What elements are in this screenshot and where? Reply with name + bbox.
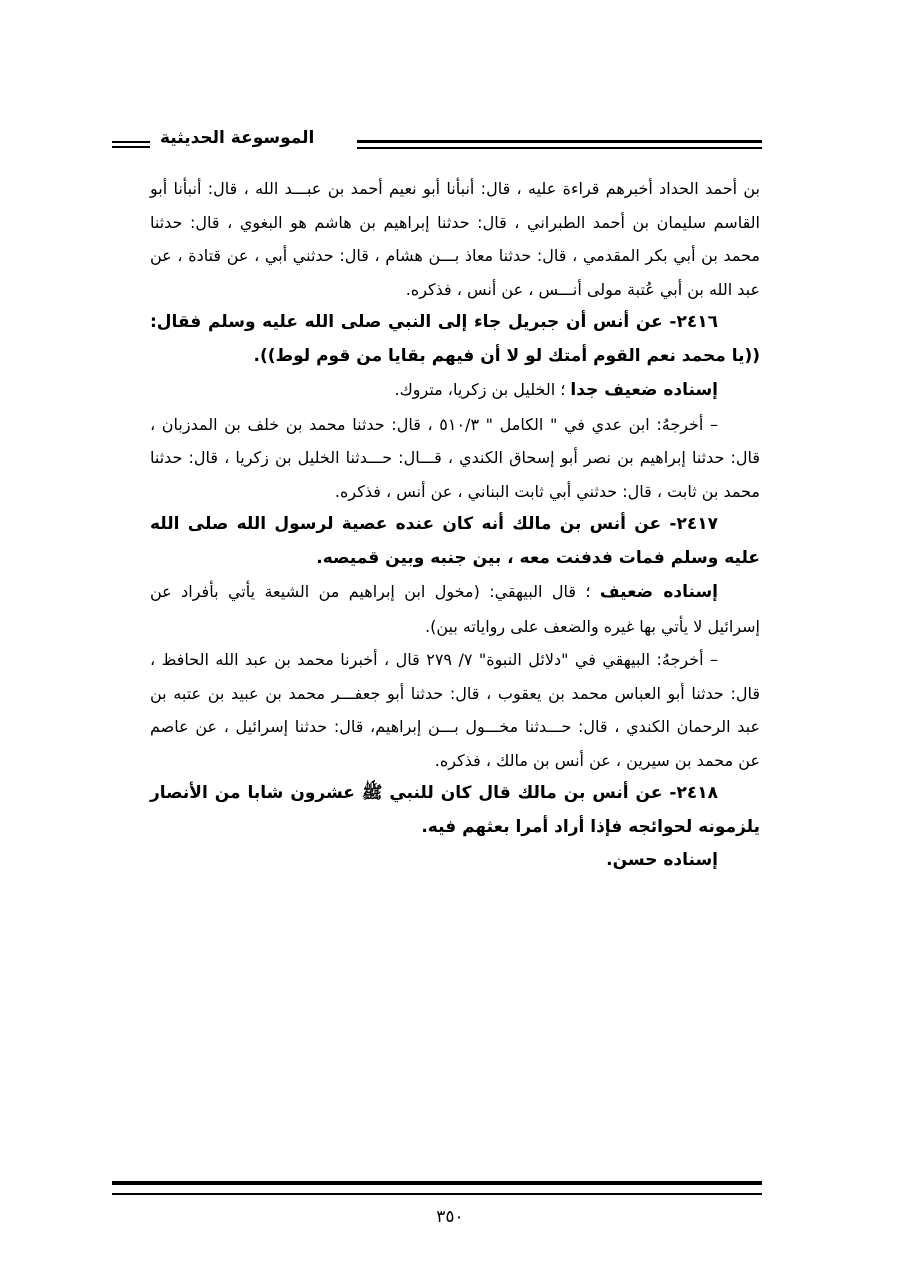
isnad-2417 (150, 575, 760, 643)
isnad-note: ؛ قال البيهقي: (مخول ابن إبراهيم من الشيعة يأتي بأفراد عن إسرائيل لا يأتي بها غيره والضعف على رواياته بين). (150, 582, 760, 636)
isnad-note: ؛ الخليل بن زكريا، متروك. (394, 380, 571, 399)
footer-rule (112, 1181, 762, 1195)
isnad-2418: إسناده حسن. (606, 850, 718, 870)
running-title: الموسوعة الحديثية (160, 128, 315, 148)
isnad-grade: إسناده ضعيف (599, 582, 718, 602)
header-rule-right (357, 140, 762, 149)
takhrij-2417: – أخرجهُ: البيهقي في "دلائل النبوة" ٧/ ٢٧٩ قال ، أخبرنا محمد بن عبد الله الحافظ ، قال: حدثنا أبو العباس محمد بن يعقوب ، قال: حدثنا أبو جعفـــر محمد بن عبيد بن عتبه بن عبد الرحمان الكندي ، قال: حـــدثنا مخـــول بـــن إبراهيم، قال: حدثنا إسرائيل ، عن عاصم عن محمد بن سيرين ، عن أنس بن مالك ، فذكره. (150, 650, 760, 770)
page-number: ٣٥٠ (436, 1207, 464, 1227)
isnad-grade: إسناده ضعيف جدا (570, 380, 718, 400)
isnad-2416 (150, 373, 760, 408)
page-header (112, 128, 762, 158)
page-body (150, 172, 760, 878)
takhrij-2416: – أخرجهُ: ابن عدي في " الكامل " ٥١٠/٣ ، قال: حدثنا محمد بن خلف بن المدزبان ، قال: حدثنا إبراهيم بن نصر أبو إسحاق الكندي ، قـــال: حـــدثنا الخليل بن زكريا ، قال: حدثنا محمد بن ثابت ، قال: حدثني أبي ثابت البناني ، عن أنس ، فذكره. (150, 414, 760, 501)
hadith-2418: ٢٤١٨- عن أنس بن مالك قال كان للنبي ﷺ عشرون شابا من الأنصار يلزمونه لحوائجه فإذا أراد أمرا بعثهم فيه. (150, 783, 760, 837)
paragraph-continuation: بن أحمد الحداد أخبرهم قراءة عليه ، قال: أنبأنا أبو نعيم أحمد بن عبـــد الله ، قال: أنبأنا أبو القاسم سليمان بن أحمد الطبراني ، قال: حدثنا إبراهيم بن هاشم هو البغوي ، قال: حدثنا محمد بن أبي بكر المقدمي ، قال: حدثنا معاذ بـــن هشام ، قال: حدثني أبي ، عن قتادة ، عن عبد الله بن أبي عُتبة مولى أنـــس ، عن أنس ، فذكره. (150, 179, 760, 299)
hadith-2417: ٢٤١٧- عن أنس بن مالك أنه كان عنده عصية لرسول الله صلى الله عليه وسلم فمات فدفنت معه ، بين جنبه وبين قميصه. (150, 514, 760, 568)
hadith-2416: ٢٤١٦- عن أنس أن جبريل جاء إلى النبي صلى الله عليه وسلم فقال: ((يا محمد نعم القوم أمتك لو لا أن فيهم بقايا من قوم لوط)). (150, 312, 760, 366)
header-rule-left (112, 141, 150, 148)
